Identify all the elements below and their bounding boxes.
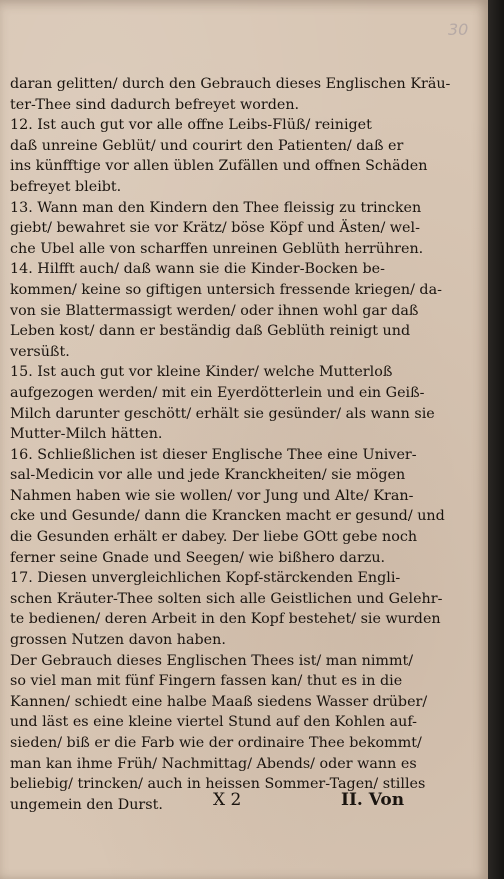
text-line: daß unreine Geblüt/ und courirt den Patienten/ daß er [10, 137, 404, 154]
text-line: und läst es eine kleine viertel Stund auf den Kohlen auf- [10, 714, 418, 731]
text-line: grossen Nutzen davon haben. [10, 632, 226, 649]
text-line: Kannen/ schiedt eine halbe Maaß siedens Wasser drüber/ [10, 693, 428, 710]
text-line: die Gesunden erhält er dabey. Der liebe GOtt gebe noch [10, 529, 418, 546]
text-line: 14. Hilfft auch/ daß wann sie die Kinder-Bocken be- [10, 261, 385, 278]
text-line: ter-Thee sind dadurch befreyet worden. [10, 96, 300, 113]
text-line: giebt/ bewahret sie vor Krätz/ böse Köpf und Ästen/ wel- [10, 220, 420, 237]
text-line: aufgezogen werden/ mit ein Eyerdötterlein und ein Geiß- [10, 384, 425, 401]
text-line: man kan ihme Früh/ Nachmittag/ Abends/ oder wann es [10, 755, 417, 772]
page-edge [488, 0, 504, 879]
text-line: beliebig/ trincken/ auch in heissen Sommer-Tagen/ stilles [10, 776, 426, 793]
text-line: kommen/ keine so giftigen untersich fressende kriegen/ da- [10, 281, 442, 298]
text-line: 13. Wann man den Kindern den Thee fleissig zu trincken [10, 199, 422, 216]
text-line: 12. Ist auch gut vor alle offne Leibs-Flüß/ reiniget [10, 117, 372, 134]
text-line: Nahmen haben wie sie wollen/ vor Jung und Alte/ Kran- [10, 487, 414, 504]
text-line: ferner seine Gnade und Seegen/ wie bißhero darzu. [10, 549, 386, 566]
text-line: ungemein den Durst. [10, 796, 163, 813]
page-number: 30 [448, 20, 469, 39]
text-line: Der Gebrauch dieses Englischen Thees ist/ man nimmt/ [10, 652, 414, 669]
text-line: che Ubel alle von scharffen unreinen Geblüth herrühren. [10, 240, 424, 257]
text-line: Leben kost/ dann er beständig daß Geblüth reinigt und [10, 323, 411, 340]
text-line: 17. Diesen unvergleichlichen Kopf-stärckenden Engli- [10, 570, 401, 587]
text-line: sal-Medicin vor alle und jede Kranckheiten/ sie mögen [10, 467, 406, 484]
text-line: sieden/ biß er die Farb wie der ordinaire Thee bekommt/ [10, 735, 422, 751]
text-line: daran gelitten/ durch den Gebrauch dieses Englischen Kräu- [10, 76, 451, 92]
text-line: cke und Gesunde/ dann die Krancken macht er gesund/ und [10, 508, 445, 525]
text-line: so viel man mit fünf Fingern fassen kan/ thut es in die [10, 673, 403, 690]
text-line: Mutter-Milch hätten. [10, 426, 163, 443]
text-line: te bedienen/ deren Arbeit in den Kopf bestehet/ sie wurden [10, 611, 441, 628]
text-line: versüßt. [10, 343, 70, 360]
text-line: von sie Blattermassigt werden/ oder ihnen wohl gar daß [10, 302, 419, 319]
text-line: 16. Schließlichen ist dieser Englische Thee eine Univer- [10, 446, 417, 463]
text-line: 15. Ist auch gut vor kleine Kinder/ welche Mutterloß [10, 364, 393, 381]
catchword: II. Von [341, 790, 405, 810]
text-line: ins künfftige vor allen üblen Zufällen und offnen Schäden [10, 158, 428, 175]
text-line: schen Kräuter-Thee solten sich alle Geistlichen und Gelehr- [10, 590, 443, 607]
text-line: Milch darunter geschött/ erhält sie gesünder/ als wann sie [10, 405, 435, 422]
text-line: befreyet bleibt. [10, 178, 122, 195]
signature-mark: X 2 [213, 790, 242, 810]
body-text [10, 74, 451, 815]
